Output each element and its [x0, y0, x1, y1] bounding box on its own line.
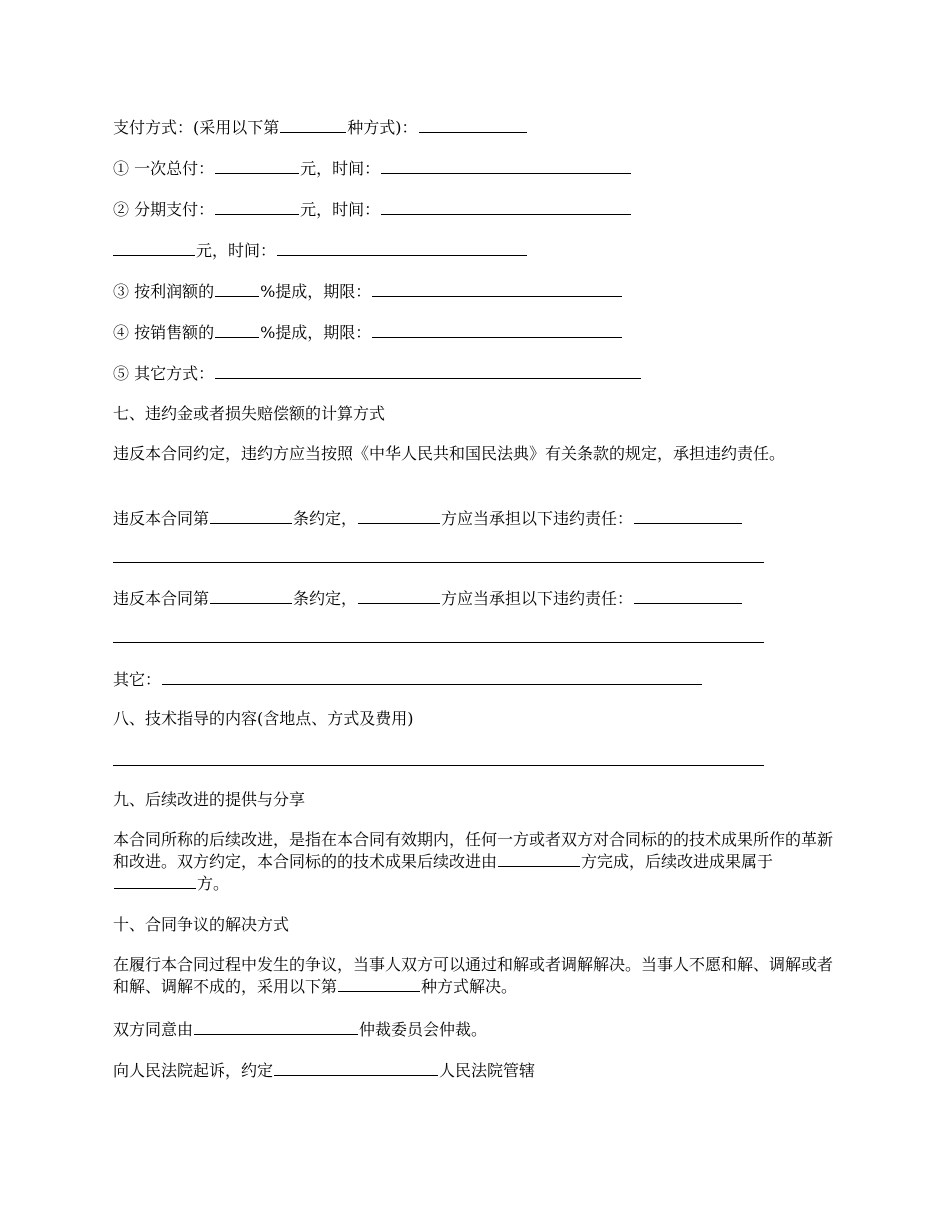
breach-row-1-b: 条约定， — [293, 509, 358, 528]
option-3-term-blank[interactable] — [372, 280, 622, 297]
breach-row-1-article-blank[interactable] — [210, 507, 292, 524]
breach-row-2-liability-blank[interactable] — [634, 587, 742, 604]
option-5-blank[interactable] — [215, 362, 641, 379]
court-name-blank[interactable] — [274, 1059, 438, 1076]
improvement-owner-blank[interactable] — [114, 872, 196, 889]
option-3-label: ③ 按利润额的 — [113, 282, 215, 301]
section-10-heading: 十、合同争议的解决方式 — [113, 915, 290, 934]
section-9-para-c: 方。 — [197, 874, 230, 893]
option-1-unit: 元，时间： — [300, 159, 381, 178]
breach-other-label: 其它： — [113, 670, 162, 689]
option-2-amount-blank[interactable] — [215, 198, 299, 215]
breach-row-2-continuation-line[interactable] — [113, 641, 764, 643]
breach-row-2-party-blank[interactable] — [358, 587, 440, 604]
arbitration-label-b: 仲裁委员会仲裁。 — [359, 1020, 488, 1039]
section-9-paragraph — [113, 830, 843, 894]
option-2b-unit: 元，时间： — [196, 241, 277, 260]
option-4-mid: %提成，期限： — [260, 323, 372, 342]
option-4-term-blank[interactable] — [372, 321, 622, 338]
breach-row-1-continuation-line[interactable] — [113, 561, 764, 563]
option-2-unit: 元，时间： — [300, 200, 381, 219]
section-7-paragraph: 违反本合同约定，违约方应当按照《中华人民共和国民法典》有关条款的规定，承担违约责任。 — [113, 444, 786, 463]
payment-option-3 — [113, 280, 623, 302]
payment-option-4 — [113, 321, 623, 343]
option-1-amount-blank[interactable] — [215, 157, 299, 174]
breach-row-1-liability-blank[interactable] — [634, 507, 742, 524]
court-row — [113, 1059, 535, 1081]
payment-option-2 — [113, 198, 632, 220]
option-4-label: ④ 按销售额的 — [113, 323, 215, 342]
payment-option-5 — [113, 362, 642, 384]
arbitration-committee-blank[interactable] — [194, 1018, 358, 1035]
breach-row-2 — [113, 587, 743, 609]
option-2-time-blank[interactable] — [381, 198, 631, 215]
payment-method-blank[interactable] — [419, 116, 527, 133]
breach-row-1-party-blank[interactable] — [358, 507, 440, 524]
option-2-label: ② 分期支付： — [113, 200, 215, 219]
breach-row-2-a: 违反本合同第 — [113, 589, 210, 608]
section-10-paragraph — [113, 955, 843, 997]
payment-method-line — [113, 116, 528, 138]
section-10-para-a: 在履行本合同过程中发生的争议，当事人双方可以通过和解或者调解解决。当事人不愿和解、调解或者和解、调解不成的，采用以下第 — [113, 955, 834, 996]
section-9-para-a: 本合同所称的后续改进，是指在本合同有效期内，任何一方或者双方对合同标的的技术成果所作的革新和改进。双方约定，本合同标的的技术成果后续改进由 — [113, 830, 834, 871]
option-4-percent-blank[interactable] — [215, 321, 259, 338]
section-9-heading: 九、后续改进的提供与分享 — [113, 790, 306, 809]
breach-row-2-b: 条约定， — [293, 589, 358, 608]
arbitration-label-a: 双方同意由 — [113, 1020, 194, 1039]
option-3-mid: %提成，期限： — [260, 282, 372, 301]
option-2b-time-blank[interactable] — [277, 239, 527, 256]
breach-row-2-c: 方应当承担以下违约责任： — [441, 589, 634, 608]
payment-method-label-mid: 种方式)： — [347, 118, 418, 137]
breach-row-2-article-blank[interactable] — [210, 587, 292, 604]
option-5-label: ⑤ 其它方式： — [113, 364, 215, 383]
court-label-b: 人民法院管辖 — [439, 1061, 536, 1080]
breach-row-1 — [113, 507, 743, 529]
payment-method-label: 支付方式：(采用以下第 — [113, 118, 280, 137]
section-10-para-b: 种方式解决。 — [421, 977, 518, 996]
payment-method-number-blank[interactable] — [280, 116, 346, 133]
option-2b-amount-blank[interactable] — [113, 239, 195, 256]
option-1-time-blank[interactable] — [381, 157, 631, 174]
breach-row-1-c: 方应当承担以下违约责任： — [441, 509, 634, 528]
section-7-heading: 七、违约金或者损失赔偿额的计算方式 — [113, 404, 386, 423]
payment-option-2b — [113, 239, 528, 261]
improvement-party-blank[interactable] — [498, 850, 580, 867]
section-9-para-b: 方完成，后续改进成果属于 — [581, 852, 774, 871]
payment-option-1 — [113, 157, 632, 179]
breach-other-blank[interactable] — [162, 668, 702, 685]
section-8-content-line[interactable] — [113, 764, 764, 766]
dispute-method-blank[interactable] — [338, 975, 420, 992]
breach-other-row — [113, 668, 703, 690]
option-3-percent-blank[interactable] — [215, 280, 259, 297]
breach-row-1-a: 违反本合同第 — [113, 509, 210, 528]
option-1-label: ① 一次总付： — [113, 159, 215, 178]
court-label-a: 向人民法院起诉，约定 — [113, 1061, 274, 1080]
arbitration-row — [113, 1018, 487, 1040]
section-8-heading: 八、技术指导的内容(含地点、方式及费用) — [113, 709, 414, 728]
